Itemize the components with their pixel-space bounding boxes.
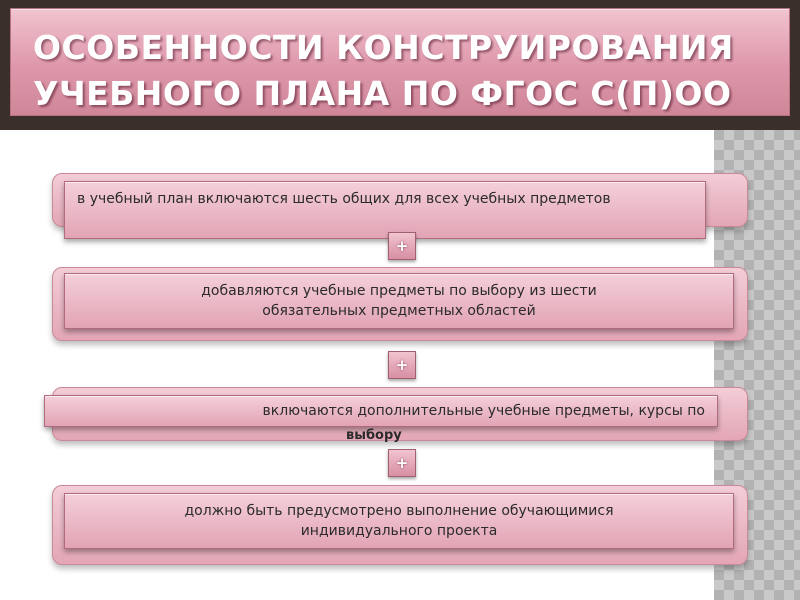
step-2-text: добавляются учебные предметы по выбору из шести обязательных предметных областей: [201, 283, 597, 319]
title-box: [10, 8, 790, 116]
step-1-box: [64, 181, 706, 239]
step-4-box: [64, 493, 734, 549]
step-3-text: включаются дополнительные учебные предметы, курсы по: [262, 403, 705, 419]
title-line-2: УЧЕБНОГО ПЛАНА ПО ФГОС С(П)ОО: [33, 74, 732, 113]
step-3-overflow-text: выбору: [346, 428, 402, 443]
page-title: [33, 25, 734, 117]
plus-sign-3: +: [395, 454, 409, 472]
plus-connector-2: [388, 351, 416, 379]
plus-connector-1: [388, 232, 416, 260]
step-2-box: [64, 273, 734, 329]
step-4-text: должно быть предусмотрено выполнение обучающимися индивидуального проекта: [184, 503, 614, 539]
plus-sign-1: +: [395, 237, 409, 255]
step-1-text: в учебный план включаются шесть общих для всех учебных предметов: [77, 191, 611, 207]
step-3-box: [44, 395, 718, 427]
plus-connector-3: [388, 449, 416, 477]
title-line-1: ОСОБЕННОСТИ КОНСТРУИРОВАНИЯ: [33, 28, 734, 67]
plus-sign-2: +: [395, 356, 409, 374]
